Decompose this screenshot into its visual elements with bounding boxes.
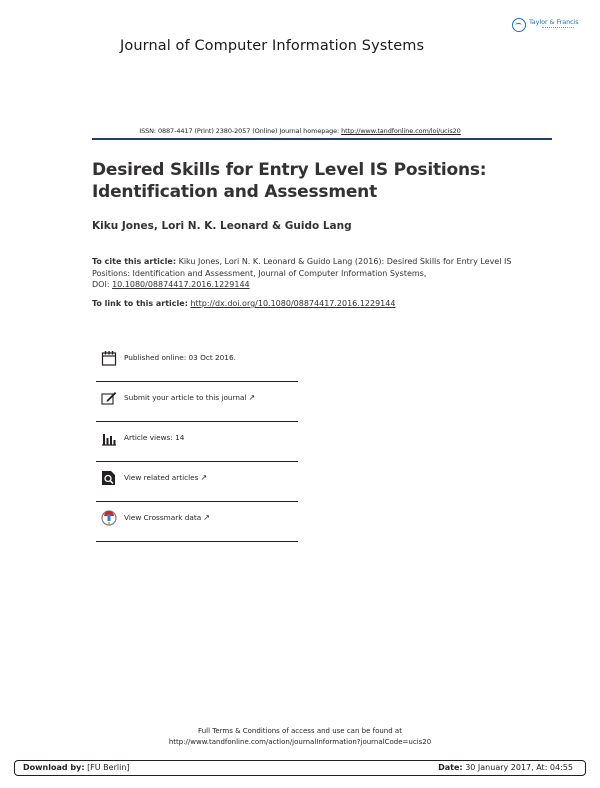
related-articles-item[interactable] [96,462,298,502]
publisher-tagline-mark [542,27,574,29]
article-views-item [96,422,298,462]
related-search-icon [101,470,117,486]
cite-text: Kiku Jones, Lori N. K. Leonard & Guido Lang (2016): Desired Skills for Entry Level IS Positions: Identification and Assessment, Journal of Computer Information Systems, [92,257,512,278]
submit-article-item[interactable] [96,382,298,422]
submit-article-link[interactable] [124,393,255,402]
link-label: To link to this article: [92,299,188,308]
submit-article-label: Submit your article to this journal [124,393,247,402]
crossmark-item[interactable] [96,502,298,542]
calendar-icon [101,350,117,366]
downloaded-by-value: [FU Berlin] [87,763,130,772]
article-title [92,159,532,203]
journal-title: Journal of Computer Information Systems [120,38,425,54]
published-online-item [96,342,298,382]
download-date [438,763,573,772]
bar-chart-icon [101,430,117,446]
issn-line [0,127,600,135]
download-date-value: 30 January 2017, At: 04:55 [465,763,573,772]
downloaded-by [23,763,130,772]
publisher-logo[interactable] [512,16,584,38]
download-info-bar [14,760,586,776]
related-articles-label: View related articles [124,473,199,482]
publisher-name: Taylor & Francis [529,18,579,26]
article-title-line1: Desired Skills for Entry Level IS Positions: [92,160,487,180]
article-authors: Kiku Jones, Lori N. K. Leonard & Guido Lang [92,220,352,232]
download-date-label: Date: [438,763,463,772]
edit-icon [101,390,117,406]
cite-doi-link[interactable]: 10.1080/08874417.2016.1229144 [112,280,250,289]
crossmark-label: View Crossmark data [124,513,202,522]
cite-doi-prefix: DOI: [92,280,113,289]
article-views-text: Article views: 14 [124,433,185,442]
footer-terms-link[interactable]: http://www.tandfonline.com/action/journalInformation?journalCode=ucis20 [168,738,432,746]
article-link-block [92,299,522,308]
journal-homepage-link[interactable]: http://www.tandfonline.com/loi/ucis20 [341,127,461,135]
downloaded-by-label: Download by: [23,763,85,772]
related-articles-link[interactable] [124,473,207,482]
crossmark-icon [101,510,117,526]
cite-label: To cite this article: [92,257,177,266]
published-online-text: Published online: 03 Oct 2016. [124,353,236,362]
issn-text: ISSN: 0887-4417 (Print) 2380-2057 (Online) Journal homepage: [139,127,340,135]
footer-terms-line1: Full Terms & Conditions of access and use can be found at [198,727,402,735]
citation-block [92,256,512,291]
publisher-logo-icon [512,18,526,32]
footer-terms [0,726,600,748]
external-link-icon: ↗ [200,473,208,482]
article-doi-link[interactable]: http://dx.doi.org/10.1080/08874417.2016.1229144 [190,299,396,308]
crossmark-link[interactable] [124,513,210,522]
external-link-icon: ↗ [248,393,256,402]
header-rule [92,138,552,140]
article-title-line2: Identification and Assessment [92,182,378,202]
external-link-icon: ↗ [203,513,210,522]
